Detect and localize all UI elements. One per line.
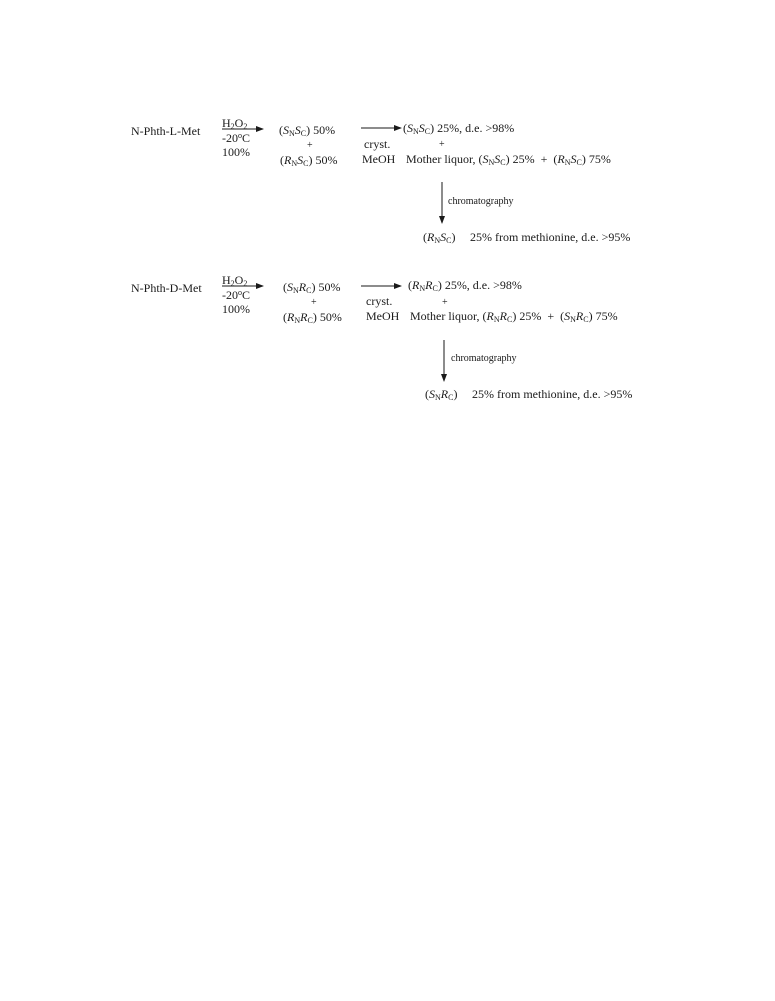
- crystal-product: $(S_NS_C)$ 25%, d.e. >98%: [403, 121, 515, 136]
- meoh-label: MeOH: [362, 152, 396, 166]
- chromatography-label: chromatography: [451, 353, 517, 364]
- oxidant-label: $H_2O_2$: [222, 116, 248, 131]
- cryst-label: cryst.: [366, 294, 393, 308]
- crystal-plus: +: [442, 297, 448, 308]
- mother-liquor: Mother liquor, $(R_NR_C) 25\% + (S_NR_C)$ 75%: [410, 309, 618, 324]
- start-material: N-Phth-L-Met: [131, 124, 201, 138]
- chromatography-label: chromatography: [448, 196, 514, 207]
- diastereomer-mix-b: $(R_NS_C)$ 50%: [280, 153, 338, 168]
- final-product-stereo: $(R_NS_C)$: [423, 230, 456, 245]
- mix-plus: +: [311, 297, 317, 308]
- final-product-yield: 25% from methionine, d.e. >95%: [470, 230, 631, 244]
- yield-label: 100%: [222, 145, 250, 159]
- oxidant-label: $H_2O_2$: [222, 273, 248, 288]
- yield-label: 100%: [222, 302, 250, 316]
- diastereomer-mix-b: $(R_NR_C)$ 50%: [283, 310, 342, 325]
- temperature-label: -20$^o$C: [222, 288, 251, 302]
- start-material: N-Phth-D-Met: [131, 281, 202, 295]
- mix-plus: +: [307, 140, 313, 151]
- crystal-plus: +: [439, 139, 445, 150]
- temperature-label: -20$^o$C: [222, 131, 251, 145]
- meoh-label: MeOH: [366, 309, 400, 323]
- diastereomer-mix-a: $(S_NR_C)$ 50%: [283, 280, 341, 295]
- mother-liquor: Mother liquor, $(S_NS_C) 25\% + (R_NS_C)$ 75%: [406, 152, 611, 167]
- diastereomer-mix-a: $(S_NS_C)$ 50%: [279, 123, 336, 138]
- cryst-label: cryst.: [364, 137, 391, 151]
- final-product-stereo: $(S_NR_C)$: [425, 387, 458, 402]
- final-product-yield: 25% from methionine, d.e. >95%: [472, 387, 633, 401]
- crystal-product: $(R_NR_C)$ 25%, d.e. >98%: [408, 278, 522, 293]
